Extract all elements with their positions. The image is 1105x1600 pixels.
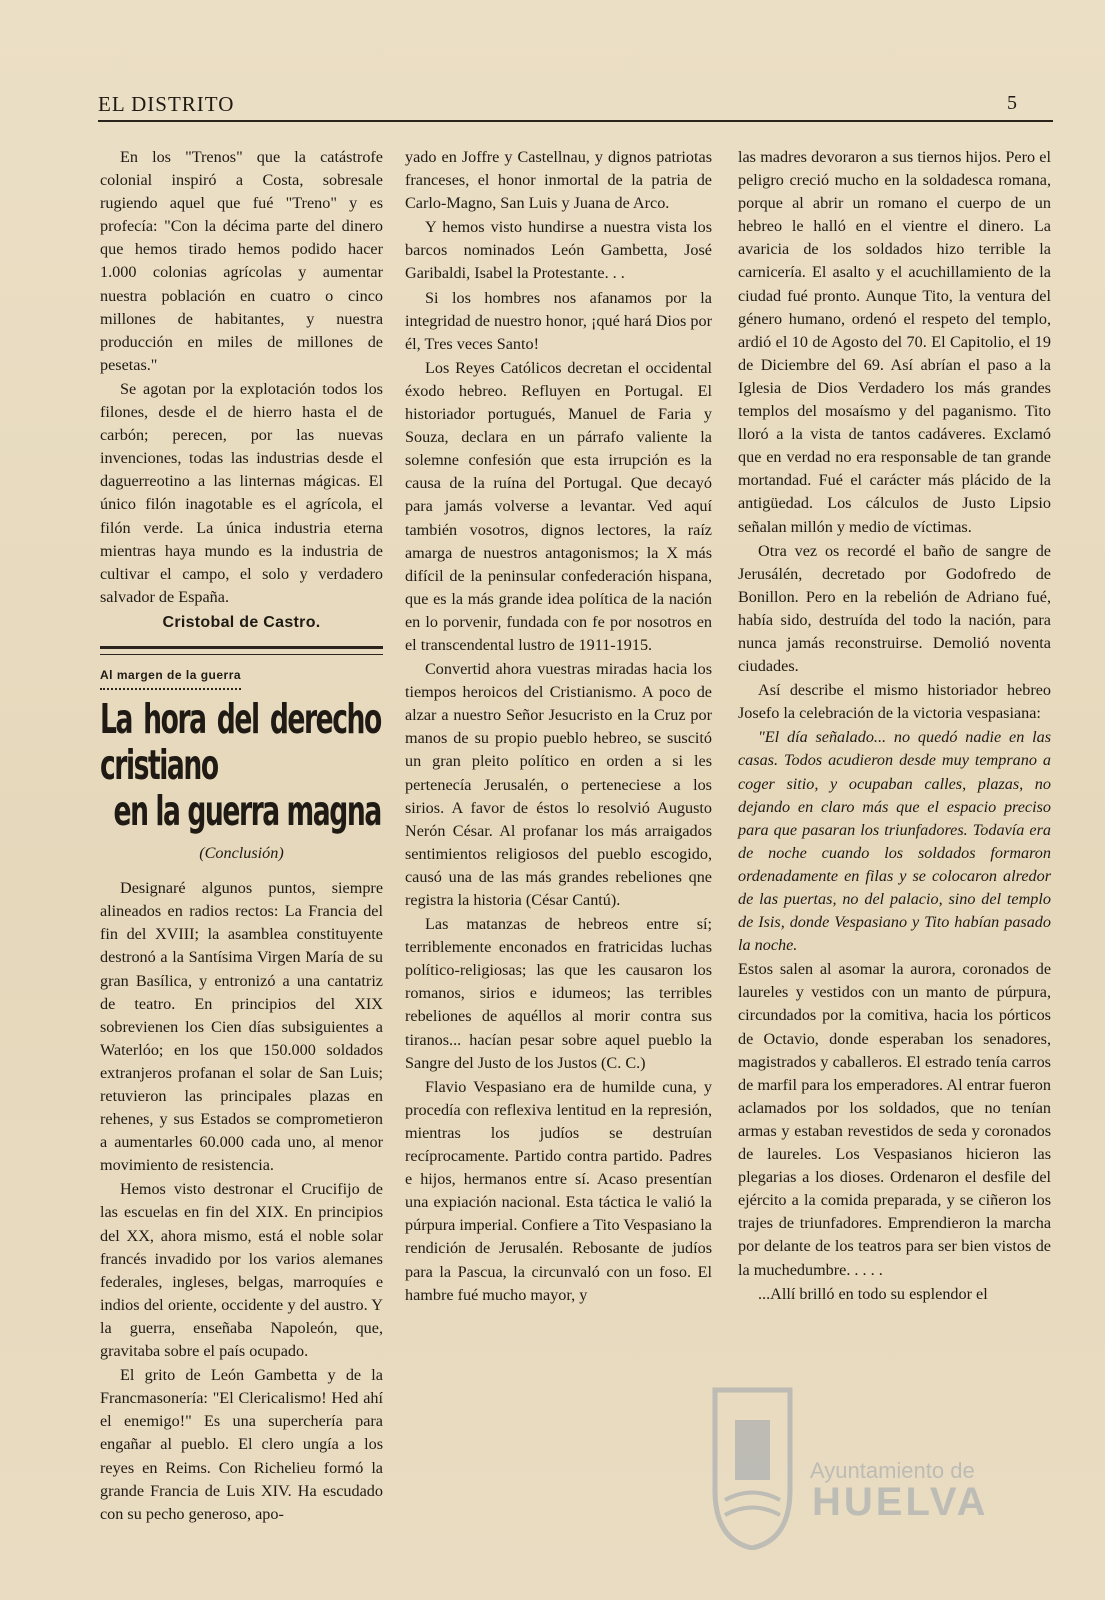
archive-watermark	[700, 1380, 1090, 1580]
column-2	[405, 146, 712, 1308]
paragraph: las madres devoraron a sus tiernos hijos. Pero el peligro creció mucho en la soldadesca romana, porque al abrir un romano el cuerpo de un hebreo le halló en el vientre el dinero. La avaricia de los soldados hizo terrible la carnicería. El asalto y el acuchillamiento de la ciudad fué pronto. Aunque Tito, la ventura del género humano, ordenó el respeto del templo, ardió el 10 de Agosto del 70. El Capitolio, el 19 de Diciembre del 69. Así abrían el paso a la Iglesia de Dios Verdadero los más grandes templos del mosaísmo y del paganismo. Tito lloró a la vista de tantos cadáveres. Exclamó que en verdad no era responsable de tan grande mortandad. Fué el carácter más plácido de la antigüedad. Los cálculos de Justo Lipsio señalan millón y medio de víctimas.	[738, 148, 1051, 536]
headline-line-1: La hora del derecho cristiano	[100, 695, 381, 790]
headline	[100, 696, 381, 834]
shield-icon	[705, 1380, 800, 1550]
paragraph: Así describe el mismo historiador hebreo Josefo la celebración de la victoria vespasiana:	[738, 681, 1051, 723]
page-header	[98, 90, 1053, 122]
quoted-paragraph: "El día señalado... no quedó nadie en las casas. Todos acudieron desde muy temprano a coger sitio, y ocupaban calles, plazas, no dejando en claro más que el espacio preciso para que pasaran los triunfadores. Todavía era de noche cuando los soldados formaron ordenadamente en filas y se colocaron alredor de las puertas, no del palacio, sino del templo de Isis, donde Vespasiano y Tito habían pasado la noche.	[738, 728, 1051, 955]
watermark-line-1: Ayuntamiento de	[810, 1458, 975, 1483]
publication-title: EL DISTRITO	[98, 92, 235, 116]
paragraph: Se agotan por la explotación todos los filones, desde el de hierro hasta el de carbón; perecen, por las nuevas invenciones, todas las industrias desde el daguerreotino a las linternas mágicas. El único filón inagotable es el agrícola, el filón verde. La única industria eterna mientras haya mundo es la industria de cultivar el campo, el solo y verdadero salvador de España.	[100, 379, 383, 606]
paragraph: Las matanzas de hebreos entre sí; terriblemente enconados en fratricidas luchas político-religiosas; las que les causaron los romanos, sirios e idumeos; las terribles rebeliones de aquéllos al morir contra sus tiranos... hacían pesar sobre aquel pueblo la Sangre del Justo de los Justos (C. C.)	[405, 915, 712, 1072]
section-label: Al margen de la guerra	[100, 664, 241, 690]
paragraph: Y hemos visto hundirse a nuestra vista los barcos nominados León Gambetta, José Garibaldi, Isabel la Protestante. . .	[405, 218, 712, 283]
paragraph: Si los hombres nos afanamos por la integridad de nuestro honor, ¡qué hará Dios por él, Tres veces Santo!	[405, 288, 712, 353]
column-1	[100, 146, 383, 1527]
paragraph: Convertid ahora vuestras miradas hacia los tiempos heroicos del Cristianismo. A poco de alzar a nuestro Señor Jesucristo en la Cruz por manos de su propio pueblo hebreo, se suscitó un gran pleito político en orden a si les pertenecía Jerusalén, o perteneciese a los sirios. A favor de éstos lo resolvió Augusto Nerón César. Al profanar los más arraigados sentimientos religiosos del pueblo escogido, causó una de las más grandes rebeliones qne registra la historia (César Cantú).	[405, 660, 712, 909]
paragraph: Los Reyes Católicos decretan el occidental éxodo hebreo. Refluyen en Portugal. El historiador portugués, Manuel de Faria y Souza, declara en un párrafo valiente la solemne confesión que esta irrupción es la causa de la ruína del Portugal. Que decayó para jamás volverse a levantar. Ved aquí también vosotros, dignos lectores, la raíz amarga de nuestros antagonismos; la X más difícil de la peninsular confederación hispana, que es la más grande idea política de la nación en lo porvenir, fundada con fe por nosotros en el transcendental lustro de 1911-1915.	[405, 358, 712, 654]
paragraph: El grito de León Gambetta y de la Francmasonería: "El Clericalismo! Hed ahí el enemigo!" Es una superchería para engañar al pueblo. El clero ungía a los reyes en Reims. Con Richelieu formó la grande Francia de Luis XIV. Ha escudado con su pecho generoso, apo-	[100, 1366, 383, 1523]
paragraph: Otra vez os recordé el baño de sangre de Jerusálén, decretado por Godofredo de Bonillon. Pero en la rebelión de Adriano fué, había sido, destruída del todo la nación, para nunca jamás reconstruirse. Demolió noventa ciudades.	[738, 541, 1051, 676]
page-number: 5	[1007, 92, 1017, 114]
subheading: (Conclusión)	[199, 844, 284, 863]
paragraph: ...Allí brilló en todo su esplendor el	[758, 1284, 988, 1303]
paragraph: Flavio Vespasiano era de humilde cuna, y procedía con reflexiva lentitud en la represión, mientras los judíos se destruían recíprocamente. Partido contra partido. Padres e hijos, hermanos entre sí. Acaso presentían una expiación nacional. Esta táctica le valió la púrpura imperial. Confiere a Tito Vespasiano la rendición de Jerusalén. Rebosante de judíos para la Pascua, la circunvaló con un foso. El hambre fué mucho mayor, y	[405, 1077, 712, 1304]
paragraph: yado en Joffre y Castellnau, y dignos patriotas franceses, el honor inmortal de la patria de Carlo-Magno, San Luis y Juana de Arco.	[405, 148, 712, 213]
article-author: Cristobal de Castro.	[162, 613, 321, 631]
column-3	[738, 146, 1051, 1307]
paragraph: Estos salen al asomar la aurora, coronados de laureles y vestidos con un manto de púrpura, circundados por la comitiva, hacia los pórticos de Octavio, donde esperaban los senadores, magistrados y caballeros. El estrado tenía carros de marfil para los emperadores. Al entrar fueron aclamados por los soldados, que no tenían armas y estaban revestidos de seda y coronados de laureles. Los Vespasianos hicieron las plegarias a los dioses. Ordenaron el desfile del ejército a la comida preparada, y se ciñeron los trajes de triunfadores. Emprendieron la marcha por delante de los teatros para ser bien vistos de la muchedumbre. . . . .	[738, 960, 1051, 1279]
watermark-line-2: HUELVA	[812, 1480, 989, 1524]
paragraph: Designaré algunos puntos, siempre alineados en radios rectos: La Francia del fin del XVIII; la asamblea constituyente destronó a la Santísima Virgen María de su gran Basílica, y entronizó a una cantatriz de teatro. En principios del XIX sobrevienen los Cien días subsiguientes a Waterlóo; en los que 150.000 soldados extranjeros profanan el solar de San Luis; retuvieron las principales plazas en rehenes, y sus Estados se comprometieron a aumentarles 60.000 cada uno, al menor movimiento de resistencia.	[100, 879, 383, 1175]
paragraph: Hemos visto destronar el Crucifijo de las escuelas en fin del XIX. En principios del XX, ahora mismo, está el noble solar francés invadido por los varios alemanes federales, ingleses, belgas, marroquíes e indios del oriente, occidente y del austro. Y la guerra, enseñaba Napoleón, que, gravitaba sobre el país ocupado.	[100, 1180, 383, 1361]
divider	[100, 646, 383, 655]
paragraph: En los "Trenos" que la catástrofe colonial inspiró a Costa, sobresale rugiendo aquel que fué "Treno" y es profecía: "Con la décima parte del dinero que hemos tirado hemos podido hacer 1.000 colonias agrícolas y aumentar nuestra población en cuatro o cinco millones de habitantes, y nuestra producción en miles de millones de pesetas."	[100, 148, 383, 374]
headline-line-2: en la guerra magna	[113, 787, 381, 836]
